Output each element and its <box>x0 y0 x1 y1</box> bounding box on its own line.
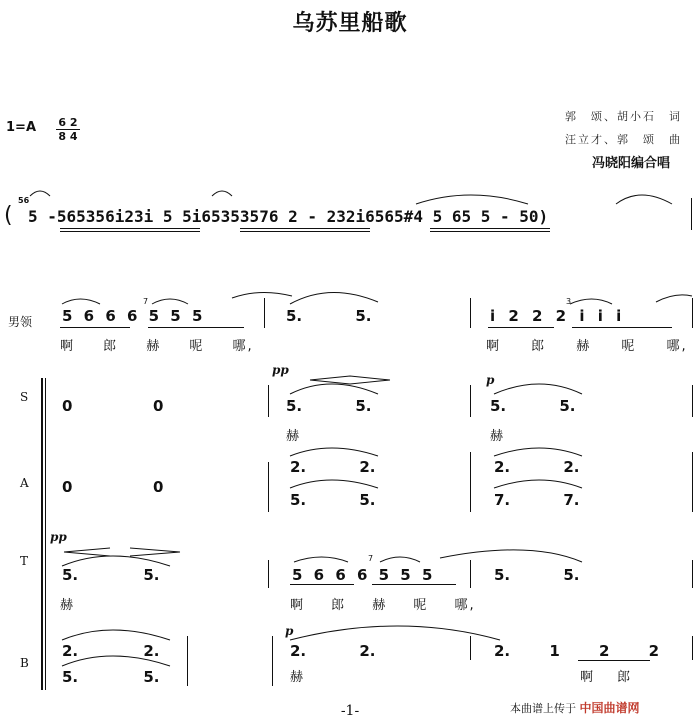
tenor-dynamic-pp: pp <box>50 530 67 544</box>
upload-notice <box>510 699 640 716</box>
brand-logo[interactable]: 中国曲谱网 <box>579 701 640 715</box>
bass-lyric-2: 赫 <box>290 670 306 685</box>
male-lead-lyrics-1: 啊 郎 赫 呢 哪, <box>60 339 254 354</box>
page-number: -1- <box>340 703 360 719</box>
bass-lyrics-3: 啊 郎 <box>580 670 633 685</box>
soprano-dynamic-p: p <box>486 373 495 387</box>
male-lead-lyrics-3: 啊 郎 赫 呢 哪, <box>486 339 688 354</box>
alto-measure-3-lower: 7. 7. <box>494 491 580 509</box>
tenor-lyric-1: 赫 <box>60 598 76 613</box>
alto-measure-2-upper: 2. 2. <box>290 458 376 476</box>
soprano-measure-2: 5. 5. <box>286 397 372 415</box>
intro-melody: 5 -565356i23i 5 5i65353576 2 - 232i6565#4 5 65 5 - 50) <box>28 207 549 226</box>
alto-measure-2-lower: 5. 5. <box>290 491 376 509</box>
bass-measure-2: 2. 2. <box>290 642 376 660</box>
soprano-dynamic-pp: pp <box>272 363 289 377</box>
soprano-lyric-2: 赫 <box>286 429 302 444</box>
upload-text: 本曲谱上传于 <box>510 702 576 715</box>
soprano-measure-3: 5. 5. <box>490 397 576 415</box>
male-lead-grace-3: 3 <box>566 297 572 306</box>
tenor-grace-2: 7 <box>368 554 374 563</box>
tenor-lyrics-2: 啊 郎 赫 呢 哪, <box>290 598 476 613</box>
meter-top: 6 2 <box>58 116 78 129</box>
male-lead-grace-1: 7 <box>143 297 149 306</box>
part-label-bass: B <box>20 656 29 670</box>
part-label-alto: A <box>20 476 29 490</box>
bass-measure-1-upper: 2. 2. <box>62 642 160 660</box>
tenor-measure-3: 5. 5. <box>494 566 580 584</box>
composer-credit: 汪立才、郭 颂 曲 <box>565 133 682 146</box>
score-title: 乌苏里船歌 <box>292 11 408 36</box>
part-label-tenor: T <box>20 554 29 568</box>
part-label-male-lead: 男领 <box>8 315 33 329</box>
lyricist-credit: 郭 颂、胡小石 词 <box>565 110 682 123</box>
intro-grace-notes: 56 <box>18 196 30 205</box>
bass-measure-3: 2. 1 2 2 <box>494 642 660 660</box>
bass-dynamic-p: p <box>285 624 294 638</box>
alto-measure-3-upper: 2. 2. <box>494 458 580 476</box>
key-signature: 1=A <box>6 120 36 135</box>
meter-bottom: 8 4 <box>58 130 78 143</box>
alto-rest-1: 0 <box>62 478 73 496</box>
bass-measure-1-lower: 5. 5. <box>62 668 160 686</box>
alto-rest-2: 0 <box>153 478 164 496</box>
choral-arranger-credit: 冯晓阳编合唱 <box>592 156 671 171</box>
soprano-rest-2: 0 <box>153 397 164 415</box>
male-lead-measure-1: 5 6 6 6 5 5 5 <box>62 307 203 325</box>
tenor-measure-1: 5. 5. <box>62 566 160 584</box>
tenor-measure-2: 5 6 6 6 5 5 5 <box>292 566 433 584</box>
male-lead-measure-2: 5. 5. <box>286 307 372 325</box>
part-label-soprano: S <box>20 390 29 404</box>
intro-open-paren: ( <box>4 203 13 228</box>
soprano-rest-1: 0 <box>62 397 73 415</box>
soprano-lyric-3: 赫 <box>490 429 506 444</box>
male-lead-measure-3: i 2 2 2 i i i <box>490 307 622 325</box>
